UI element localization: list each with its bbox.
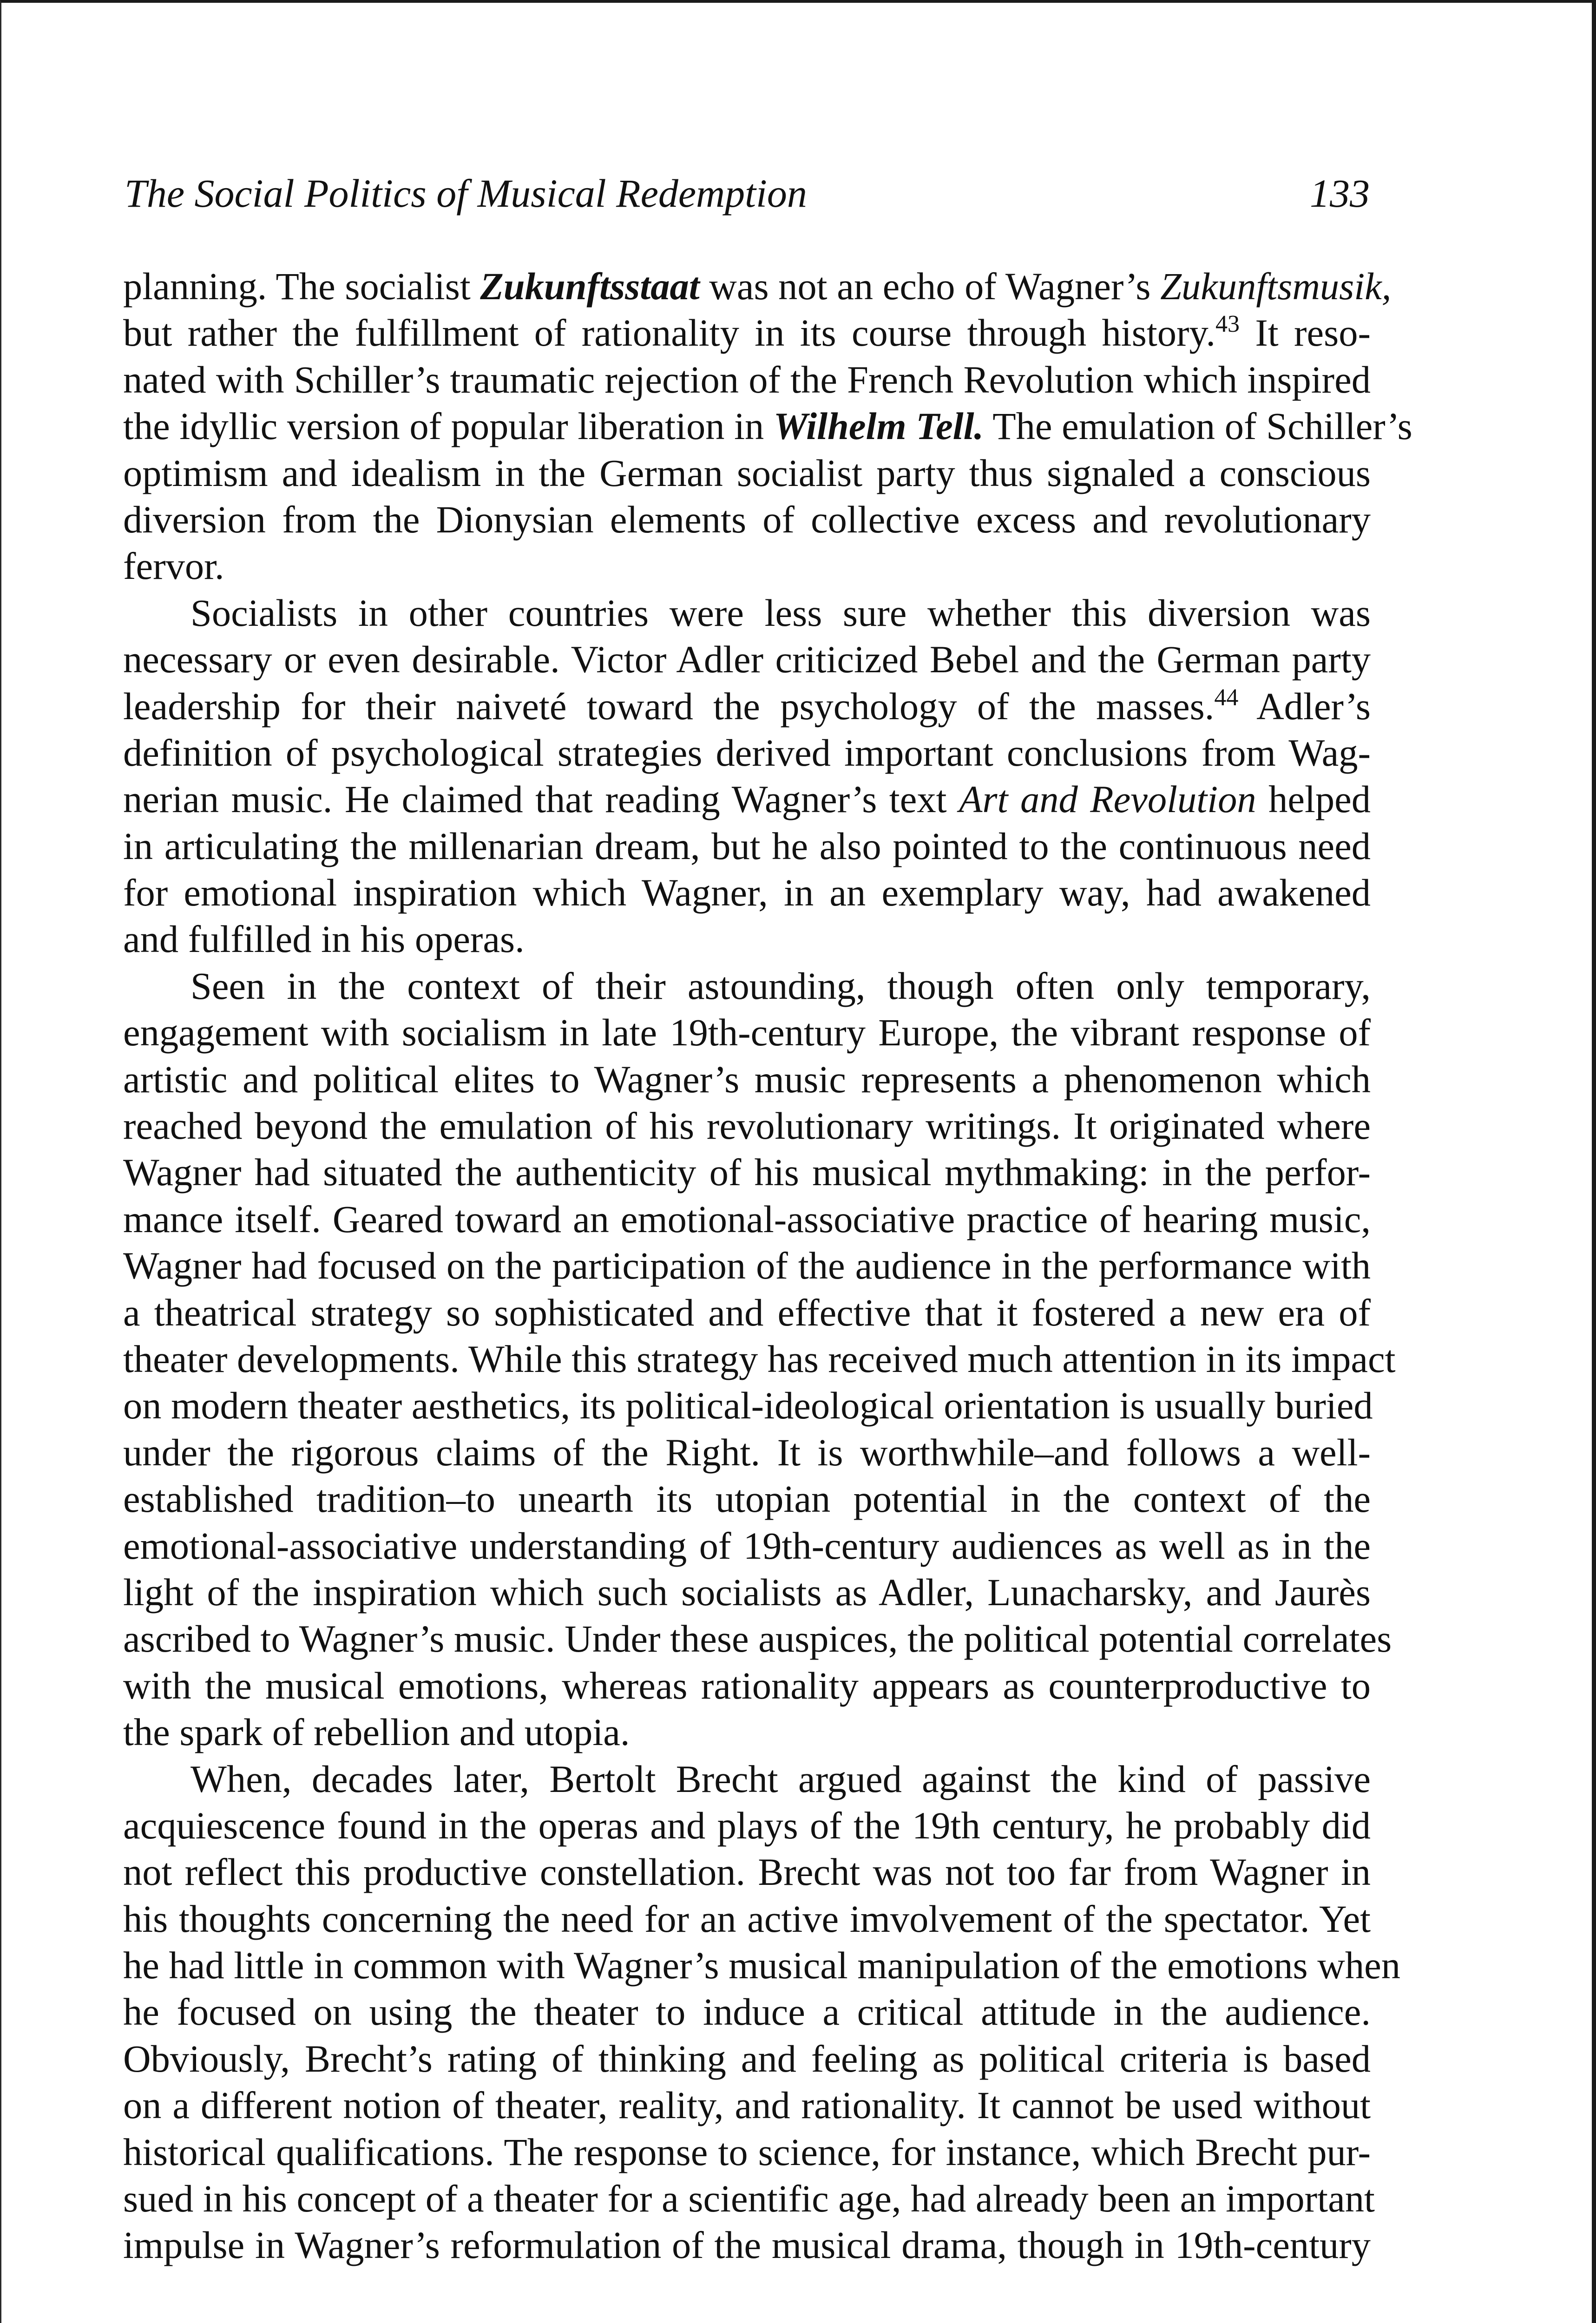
text-line (123, 963, 1371, 1009)
text-segment: but rather the fulfillment of rationality in its course through history. (123, 311, 1215, 354)
text-line (123, 263, 1392, 309)
text-line (123, 496, 1371, 543)
text-segment: was not an echo of Wagner’s (699, 265, 1161, 308)
text-segment: nated with Schiller’s traumatic rejection of the French Revolution which inspired (123, 358, 1371, 401)
text-line (123, 403, 1412, 449)
text-segment: definition of psychological strategies derived important conclusions from Wag- (123, 731, 1371, 774)
text-line (123, 1102, 1371, 1149)
text-line (123, 590, 1371, 636)
paragraph (123, 1756, 1400, 2269)
text-line (123, 450, 1371, 496)
text-line (123, 1662, 1371, 1709)
text-segment: he had little in common with Wagner’s musical manipulation of the emotions when (123, 1944, 1400, 1987)
text-line (123, 1942, 1400, 1988)
text-line (123, 683, 1371, 729)
text-segment: Wagner had situated the authenticity of his musical mythmaking: in the perfor- (123, 1151, 1371, 1194)
footnote-reference: 44 (1214, 684, 1239, 711)
text-line (123, 1009, 1371, 1056)
text-segment: historical qualifications. The response to science, for instance, which Brecht pur- (123, 2130, 1371, 2173)
text-line (123, 543, 1371, 589)
text-segment: sued in his concept of a theater for a scientific age, had already been an important (123, 2177, 1375, 2220)
text-segment: he focused on using the theater to induce a critical attitude in the audience. (123, 1990, 1371, 2034)
text-segment: Socialists in other countries were less sure whether this diversion was (190, 591, 1371, 634)
text-line (123, 356, 1371, 403)
text-segment: nerian music. He claimed that reading Wagner’s text (123, 778, 959, 821)
text-line (123, 1615, 1392, 1662)
text-segment: optimism and idealism in the German socialist party thus signaled a conscious (123, 451, 1371, 494)
footnote-reference: 43 (1215, 311, 1240, 338)
text-line (123, 1289, 1371, 1336)
text-line (123, 1429, 1371, 1476)
text-line (123, 1382, 1371, 1429)
text-line (123, 1709, 1371, 1755)
paragraph (123, 263, 1412, 590)
text-line (123, 2035, 1371, 2082)
text-line (123, 636, 1371, 682)
text-segment: a theatrical strategy so sophisticated and effective that it fostered a new era of (123, 1291, 1371, 1334)
text-segment: ascribed to Wagner’s music. Under these auspices, the political potential correlates (123, 1617, 1392, 1660)
text-line (123, 823, 1371, 869)
text-segment: Obviously, Brecht’s rating of thinking and feeling as political criteria is based (123, 2037, 1371, 2080)
text-segment: established tradition–to unearth its utopian potential in the context of the (123, 1477, 1371, 1521)
text-segment: not reflect this productive constellation. Brecht was not too far from Wagner in (123, 1851, 1371, 1894)
text-line (123, 1849, 1371, 1895)
text-segment: on a different notion of theater, reality, and rationality. It cannot be used without (123, 2084, 1371, 2127)
text-segment: with the musical emotions, whereas rationality appears as counterproductive to (123, 1664, 1371, 1707)
text-segment: under the rigorous claims of the Right. It is worthwhile–and follows a well- (123, 1431, 1371, 1474)
text-line (123, 1756, 1371, 1802)
text-line (123, 1149, 1371, 1195)
text-line (123, 1802, 1371, 1849)
bold-italic-text: Zukunftsstaat (480, 265, 700, 308)
text-segment: reached beyond the emulation of his revolutionary writings. It originated where (123, 1104, 1371, 1148)
text-segment: and fulfilled in his operas. (123, 918, 525, 961)
text-segment: impulse in Wagner’s reformulation of the musical drama, though in 19th-century (123, 2224, 1371, 2267)
text-line (123, 916, 1371, 962)
text-segment: emotional-associative understanding of 19th-century audiences as well as in the (123, 1524, 1371, 1567)
text-line (123, 1569, 1371, 1615)
text-segment: theater developments. While this strategy has received much attention in its impact (123, 1337, 1396, 1380)
text-segment: When, decades later, Bertolt Brecht argued against the kind of passive (190, 1757, 1371, 1800)
italic-text: Zukunftsmusik, (1160, 265, 1392, 308)
paragraph (123, 963, 1396, 1756)
text-segment: in articulating the millenarian dream, but he also pointed to the continuous need (123, 824, 1371, 867)
text-line (123, 1242, 1371, 1289)
text-segment: leadership for their naiveté toward the psychology of the masses. (123, 684, 1215, 728)
text-line (123, 1476, 1371, 1522)
page-number: 133 (1310, 171, 1370, 216)
text-segment: helped (1256, 778, 1371, 821)
text-segment: acquiescence found in the operas and plays of the 19th century, he probably did (123, 1804, 1371, 1847)
text-segment: Seen in the context of their astounding, though often only temporary, (190, 964, 1371, 1007)
text-segment: artistic and political elites to Wagner’s music represents a phenomenon which (123, 1057, 1371, 1101)
text-segment: fervor. (123, 545, 224, 588)
text-line (123, 2129, 1371, 2175)
text-segment: planning. The socialist (123, 265, 480, 308)
text-segment: diversion from the Dionysian elements of collective excess and revolutionary (123, 498, 1371, 541)
text-line (123, 1896, 1371, 1942)
text-line (123, 729, 1371, 776)
text-segment: the spark of rebellion and utopia. (123, 1711, 630, 1754)
text-segment: necessary or even desirable. Victor Adler criticized Bebel and the German party (123, 638, 1371, 681)
text-line (123, 2175, 1375, 2222)
text-segment: mance itself. Geared toward an emotional-associative practice of hearing music, (123, 1197, 1371, 1240)
text-line (123, 1056, 1371, 1102)
italic-text: Art and Revolution (959, 778, 1256, 821)
text-segment: on modern theater aesthetics, its political-ideological orientation is usually buried (123, 1384, 1373, 1427)
text-segment: for emotional inspiration which Wagner, in an exemplary way, had awakened (123, 871, 1371, 914)
text-line (123, 2082, 1371, 2128)
text-line (123, 1522, 1371, 1569)
text-line (123, 1196, 1371, 1242)
text-line (123, 2222, 1371, 2268)
text-segment: Adler’s (1238, 684, 1371, 728)
text-segment: It reso- (1240, 311, 1371, 354)
text-line (123, 309, 1371, 356)
text-segment: his thoughts concerning the need for an active imvolvement of the spectator. Yet (123, 1897, 1371, 1940)
text-segment: The emulation of Schiller’s (984, 405, 1412, 448)
page-header (125, 168, 1370, 219)
body-text (123, 263, 1412, 2269)
text-line (123, 869, 1371, 916)
text-line (123, 1336, 1396, 1382)
running-title: The Social Politics of Musical Redemption (125, 171, 807, 216)
text-line (123, 1988, 1371, 2035)
text-line (123, 776, 1371, 822)
text-segment: Wagner had focused on the participation of the audience in the performance with (123, 1244, 1371, 1287)
text-segment: the idyllic version of popular liberation in (123, 405, 774, 448)
bold-italic-text: Wilhelm Tell. (773, 405, 984, 448)
text-segment: light of the inspiration which such socialists as Adler, Lunacharsky, and Jaurès (123, 1570, 1371, 1614)
text-segment: engagement with socialism in late 19th-century Europe, the vibrant response of (123, 1011, 1371, 1054)
paragraph (123, 590, 1371, 963)
